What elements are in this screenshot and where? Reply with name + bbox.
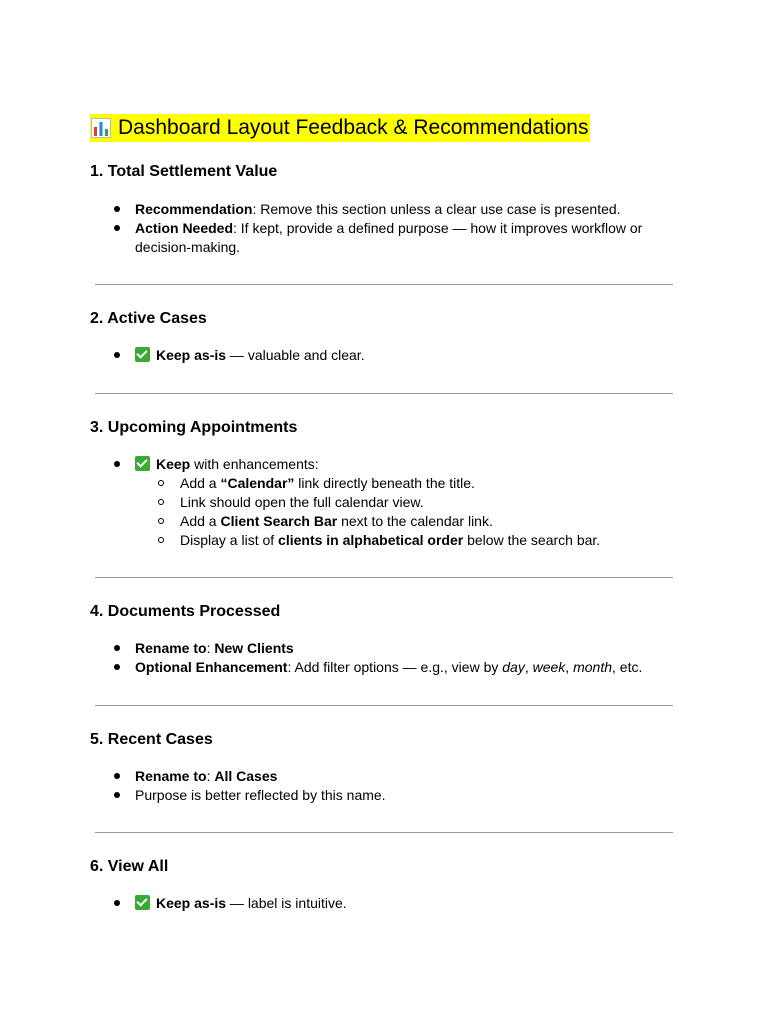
sub-list-item: Display a list of clients in alphabetical order below the search bar. — [180, 532, 601, 548]
list-item: Optional Enhancement: Add filter options — e.g., view by day, week, month, etc. — [135, 659, 643, 675]
bullet-icon — [114, 352, 120, 358]
bullet-icon — [114, 645, 120, 651]
bullet-icon — [114, 792, 120, 798]
list-item: Keep with enhancements: — [135, 456, 319, 473]
sub-bullet-icon — [158, 537, 164, 543]
list-item: Purpose is better reflected by this name. — [135, 787, 386, 803]
section-heading-total-settlement-value: 1. Total Settlement Value — [90, 163, 278, 180]
bullet-icon — [114, 461, 120, 467]
sub-bullet-icon — [158, 480, 164, 486]
divider — [95, 577, 673, 578]
check-mark-icon — [135, 456, 150, 471]
section-heading-active-cases: 2. Active Cases — [90, 310, 207, 327]
list-item: Recommendation: Remove this section unless a clear use case is presented. — [135, 201, 621, 217]
check-mark-icon — [135, 895, 150, 910]
list-item: Rename to: All Cases — [135, 768, 278, 784]
list-item-continuation: decision-making. — [135, 239, 241, 255]
bullet-icon — [114, 206, 120, 212]
list-item: Rename to: New Clients — [135, 640, 294, 656]
sub-bullet-icon — [158, 499, 164, 505]
list-item: Keep as-is — valuable and clear. — [135, 347, 365, 364]
sub-list-item: Add a Client Search Bar next to the calendar link. — [180, 513, 493, 529]
page-title-text: Dashboard Layout Feedback & Recommendations — [118, 116, 589, 139]
section-heading-recent-cases: 5. Recent Cases — [90, 731, 213, 748]
section-heading-documents-processed: 4. Documents Processed — [90, 603, 281, 620]
bullet-icon — [114, 225, 120, 231]
check-mark-icon — [135, 347, 150, 362]
bullet-icon — [114, 664, 120, 670]
sub-list-item: Add a “Calendar” link directly beneath the title. — [180, 475, 475, 491]
sub-list-item: Link should open the full calendar view. — [180, 494, 424, 510]
divider — [95, 284, 673, 285]
bullet-icon — [114, 900, 120, 906]
divider — [95, 393, 673, 394]
divider — [95, 705, 673, 706]
list-item: Action Needed: If kept, provide a defined purpose — how it improves workflow or — [135, 220, 643, 236]
sub-bullet-icon — [158, 518, 164, 524]
section-heading-upcoming-appointments: 3. Upcoming Appointments — [90, 419, 298, 436]
page-title — [90, 114, 590, 142]
bullet-icon — [114, 773, 120, 779]
bar-chart-icon — [91, 118, 111, 138]
list-item: Keep as-is — label is intuitive. — [135, 895, 347, 912]
section-heading-view-all: 6. View All — [90, 858, 169, 875]
divider — [95, 832, 673, 833]
